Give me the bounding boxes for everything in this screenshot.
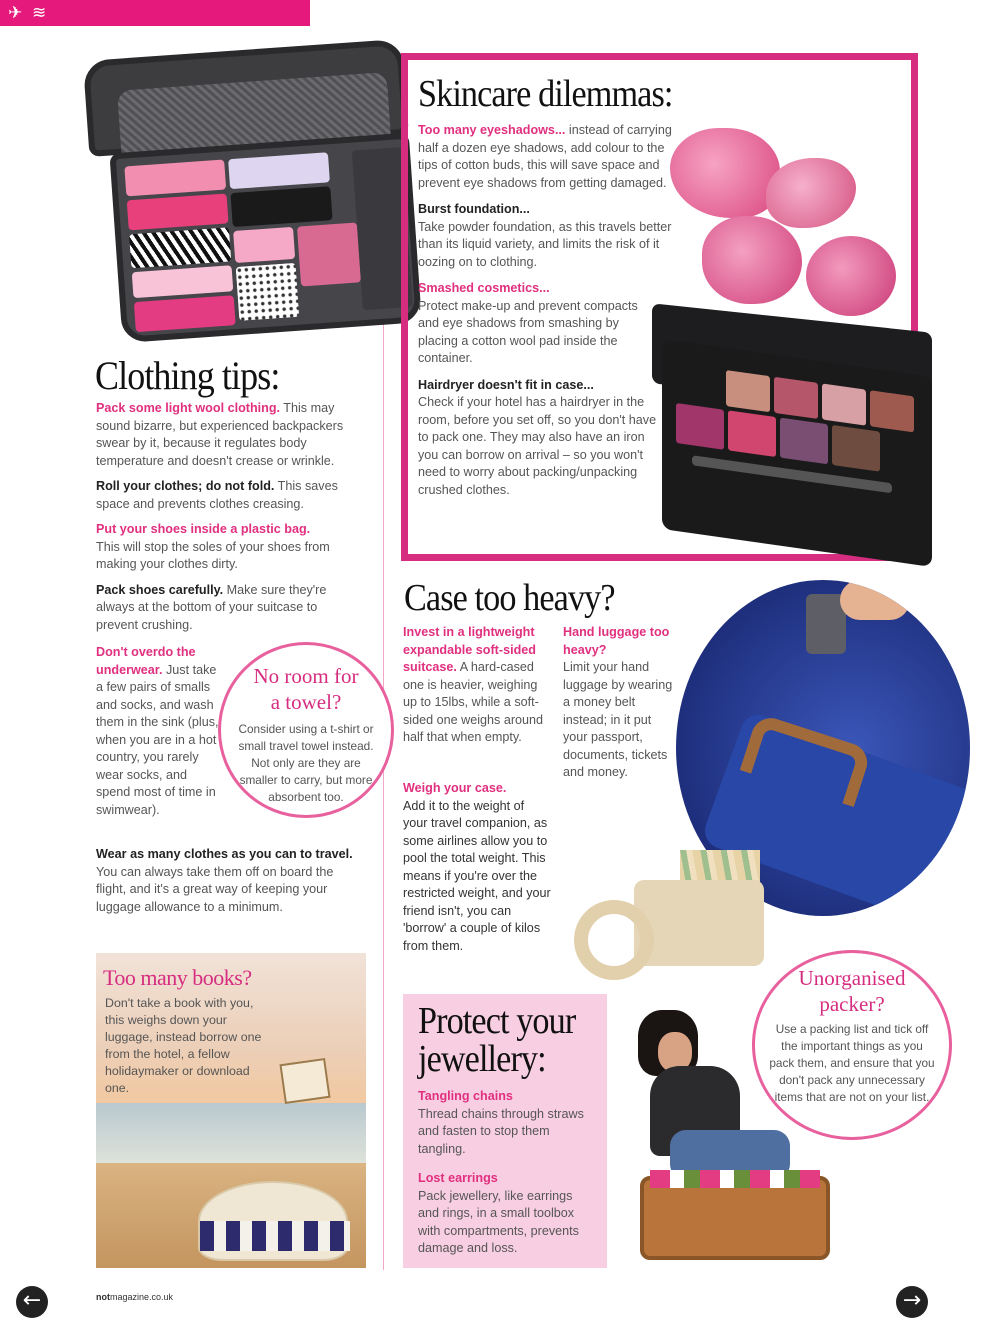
packer-title: Unorganised packer?: [798, 966, 906, 1016]
underwear-tip: [96, 644, 222, 819]
tip-lead: Wear as many clothes as you can to travel.: [96, 847, 353, 861]
tip-text: You can always take them off on board the flight, and it's a great way of keeping your luggage allowance to a minimum.: [96, 864, 334, 914]
site-url-bold: not: [96, 1292, 110, 1302]
next-page-arrow-icon[interactable]: →: [896, 1286, 928, 1318]
tip-text: instead of carrying half a dozen eye shadows, add colour to the tips of cotton buds, this will save space and prevent eye shadows from getting damaged.: [418, 123, 672, 190]
wifi-icon: ≋: [32, 3, 47, 23]
weigh-case-tip: [403, 780, 551, 955]
clothing-tips-text: [96, 400, 351, 634]
towel-text: Consider using a t-shirt or small travel towel instead. Not only are they are smaller to carry, but more absorbent too.: [238, 722, 374, 804]
skincare-text: [418, 122, 676, 508]
airplane-icon: ✈: [8, 3, 23, 23]
money-belt-image: [574, 850, 774, 986]
eyeshadow-palette-image: [652, 318, 934, 554]
tip-lead: Tangling chains: [418, 1089, 513, 1103]
status-bar: [0, 0, 310, 26]
tip-text: Just take a few pairs of smalls and socks, and wash them in the sink (plus, when you are in a hot country, you rarely wear socks, and spend most of time in swimwear).: [96, 662, 219, 817]
tip-lead: Weigh your case.: [403, 781, 507, 795]
prev-page-arrow-icon[interactable]: ←: [16, 1286, 48, 1318]
tip-text: Make sure they're always at the bottom of your suitcase to prevent crushing.: [96, 582, 327, 632]
tip-lead: Hairdryer doesn't fit in case...: [418, 377, 594, 392]
tip-text: Thread chains through straws and fasten to stop them tangling.: [418, 1106, 584, 1156]
skincare-heading: Skincare dilemmas:: [418, 73, 673, 115]
tip-lead: Pack some light wool clothing.: [96, 401, 281, 415]
towel: [200, 1221, 350, 1251]
packer-callout: [752, 950, 952, 1140]
tip-lead: Put your shoes inside a plastic bag.: [96, 522, 311, 536]
jewellery-text: [418, 1088, 590, 1258]
tip-lead: Lost earrings: [418, 1171, 498, 1185]
towel-title: No room for a towel?: [253, 664, 359, 714]
tip-text: Check if your hotel has a hairdryer in the room, before you set off, so you don't have to pack one. They may also have an iron you can borrow on arrival – so you won't need to worry about packing/unpacking crushed clothes.: [418, 395, 657, 497]
tip-text: This may sound bizarre, but experienced backpackers swear by it, because it regulates body temperature and doesn't crease or wrinkle.: [96, 401, 344, 468]
case-heavy-heading: Case too heavy?: [404, 577, 615, 619]
books-photo-box: [96, 953, 366, 1268]
crushed-powder-image: [666, 118, 906, 318]
site-url: [96, 1292, 173, 1302]
lightweight-case-tip: [403, 624, 553, 747]
books-text: Don't take a book with you, this weighs down your luggage, instead borrow one from the hotel, a fellow holidaymaker or download one.: [105, 996, 262, 1095]
tip-text: Add it to the weight of your travel companion, as some airlines allow you to pool the total weight. This means if you're over the restricted weight, and your friend isn't, you can 'borrow' a couple of kilos from them.: [403, 798, 551, 953]
tip-lead: Too many eyeshadows...: [418, 123, 566, 137]
tip-text: Pack jewellery, like earrings and rings, in a small toolbox with compartments, prevents damage and loss.: [418, 1188, 579, 1255]
tip-lead: Burst foundation...: [418, 202, 530, 216]
towel-callout: [218, 642, 394, 818]
tip-text: Take powder foundation, as this travels better than its liquid variety, and limits the risk of it oozing on to clothing.: [418, 219, 672, 269]
tip-text: This saves space and prevents clothes creasing.: [96, 479, 338, 511]
jewellery-box: [403, 994, 607, 1268]
tip-lead: Smashed cosmetics...: [418, 281, 550, 295]
site-url-rest: magazine.co.uk: [110, 1292, 174, 1302]
books-title: Too many books?: [103, 965, 252, 990]
packed-suitcase-image: [72, 25, 422, 347]
tip-lead: Roll your clothes; do not fold.: [96, 479, 275, 493]
tip-lead: Hand luggage too heavy?: [563, 625, 670, 657]
packer-text: Use a packing list and tick off the important things as you pack them, and ensure that you don't pack any unnecessary items that are not on your list.: [769, 1022, 935, 1104]
hand-luggage-tip: [563, 624, 675, 782]
tip-lead: Pack shoes carefully.: [96, 582, 224, 597]
tip-lead: Don't overdo the underwear.: [96, 645, 196, 677]
tip-lead: Invest in a lightweight expandable soft-sided suitcase.: [403, 625, 536, 674]
jewellery-heading: Protect your jewellery:: [418, 1000, 576, 1080]
tip-text: Protect make-up and prevent compacts and eye shadows from smashing by placing a cotton wool pad inside the container.: [418, 298, 638, 365]
tip-text: A hard-cased one is heavier, weighing up to 15lbs, while a soft-sided one weighs around half that when empty.: [403, 660, 544, 744]
tip-text: Limit your hand luggage by wearing a money belt instead; in it put your passport, documents, tickets and money.: [563, 660, 673, 779]
clothing-tips-heading: Clothing tips:: [95, 353, 280, 398]
wear-clothes-tip: [96, 846, 356, 916]
book-icon: [279, 1058, 330, 1104]
tip-text: This will stop the soles of your shoes from making your clothes dirty.: [96, 539, 330, 571]
